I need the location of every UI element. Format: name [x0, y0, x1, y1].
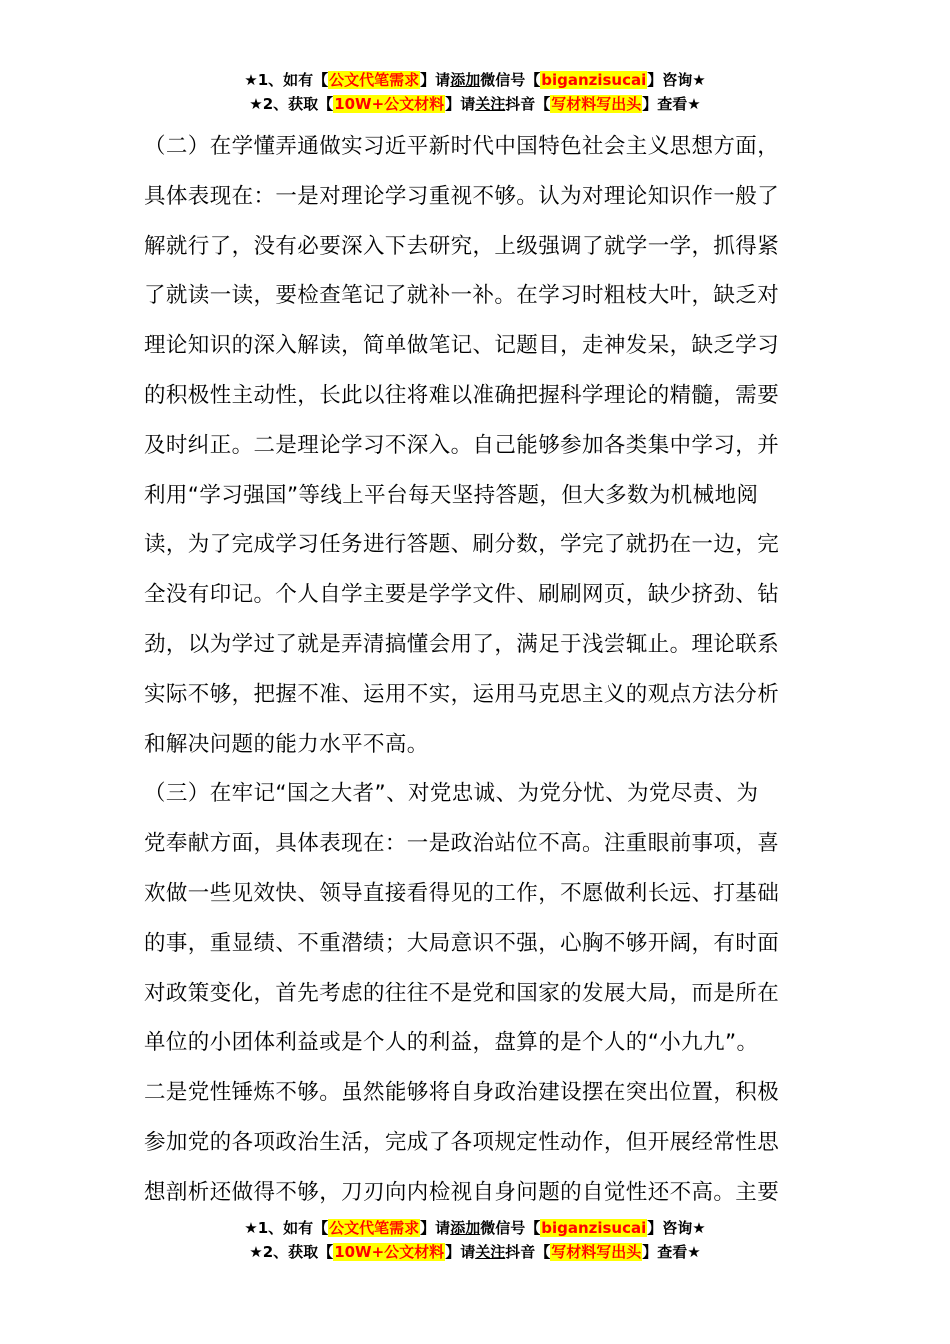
text-line: 想剖析还做得不够，刀刃向内检视自身问题的自觉性还不高。主要 — [144, 1179, 780, 1205]
underlined-word: 关注 — [475, 95, 506, 113]
text-line: 参加党的各项政治生活，完成了各项规定性动作，但开展经常性思 — [144, 1129, 780, 1155]
highlight-douyin-account: 写材料写出头 — [551, 1243, 642, 1261]
highlight-materials: 10W+公文材料 — [334, 95, 445, 113]
top-banner — [0, 68, 950, 116]
text-line: 对政策变化，首先考虑的往往不是党和国家的发展大局，而是所在 — [144, 980, 780, 1006]
text-line: 利用“学习强国”等线上平台每天坚持答题，但大多数为机械地阅 — [144, 482, 759, 508]
underlined-word: 添加 — [450, 1219, 481, 1237]
document-body — [144, 122, 808, 1218]
text-line: 读，为了完成学习任务进行答题、刷分数，学完了就扔在一边，完 — [144, 532, 780, 558]
text-line: 了就读一读，要检查笔记了就补一补。在学习时粗枝大叶，缺乏对 — [144, 283, 780, 309]
text-line: 的事，重显绩、不重潜绩；大局意识不强，心胸不够开阔，有时面 — [144, 930, 780, 956]
highlight-service: 公文代笔需求 — [329, 1219, 420, 1237]
highlight-wechat-id: biganzisucai — [541, 71, 647, 89]
text-line: 欢做一些见效快、领导直接看得见的工作，不愿做利长远、打基础 — [144, 880, 780, 906]
text-line: 具体表现在：一是对理论学习重视不够。认为对理论知识作一般了 — [144, 183, 780, 209]
highlight-service: 公文代笔需求 — [329, 71, 420, 89]
text-line: 的积极性主动性，长此以往将难以准确把握科学理论的精髓，需要 — [144, 382, 780, 408]
text-line: 理论知识的深入解读，简单做笔记、记题目，走神发呆，缺乏学习 — [144, 333, 780, 359]
text-line: 及时纠正。二是理论学习不深入。自己能够参加各类集中学习，并 — [144, 432, 780, 458]
banner-line-1: ★1、如有【公文代笔需求】请添加微信号【biganzisucai】咨询★ — [244, 71, 706, 89]
paragraph-2 — [144, 122, 808, 769]
highlight-douyin-account: 写材料写出头 — [551, 95, 642, 113]
text-line: 全没有印记。个人自学主要是学学文件、刷刷网页，缺少挤劲、钻 — [144, 582, 780, 608]
text-line: 单位的小团体利益或是个人的利益，盘算的是个人的“小九九”。 — [144, 1030, 759, 1056]
text-line: （三）在牢记“国之大者”、对党忠诚、为党分忧、为党尽责、为 — [144, 781, 759, 807]
paragraph-3 — [144, 769, 808, 1217]
banner-line-2: ★2、获取【10W+公文材料】请关注抖音【写材料写出头】查看★ — [249, 1243, 701, 1261]
text-line: 实际不够，把握不准、运用不实，运用马克思主义的观点方法分析 — [144, 681, 780, 707]
text-line: 二是党性锤炼不够。虽然能够将自身政治建设摆在突出位置，积极 — [144, 1080, 780, 1106]
bottom-banner — [0, 1216, 950, 1264]
banner-line-1: ★1、如有【公文代笔需求】请添加微信号【biganzisucai】咨询★ — [244, 1219, 706, 1237]
underlined-word: 添加 — [450, 71, 481, 89]
text-line: （二）在学懂弄通做实习近平新时代中国特色社会主义思想方面， — [144, 134, 780, 159]
text-line: 和解决问题的能力水平不高。 — [144, 731, 429, 757]
highlight-materials: 10W+公文材料 — [334, 1243, 445, 1261]
banner-line-2: ★2、获取【10W+公文材料】请关注抖音【写材料写出头】查看★ — [249, 95, 701, 113]
text-line: 党奉献方面，具体表现在：一是政治站位不高。注重眼前事项，喜 — [144, 831, 780, 857]
text-line: 劲，以为学过了就是弄清搞懂会用了，满足于浅尝辄止。理论联系 — [144, 631, 780, 657]
highlight-wechat-id: biganzisucai — [541, 1219, 647, 1237]
text-line: 解就行了，没有必要深入下去研究，上级强调了就学一学，抓得紧 — [144, 233, 780, 259]
underlined-word: 关注 — [475, 1243, 506, 1261]
